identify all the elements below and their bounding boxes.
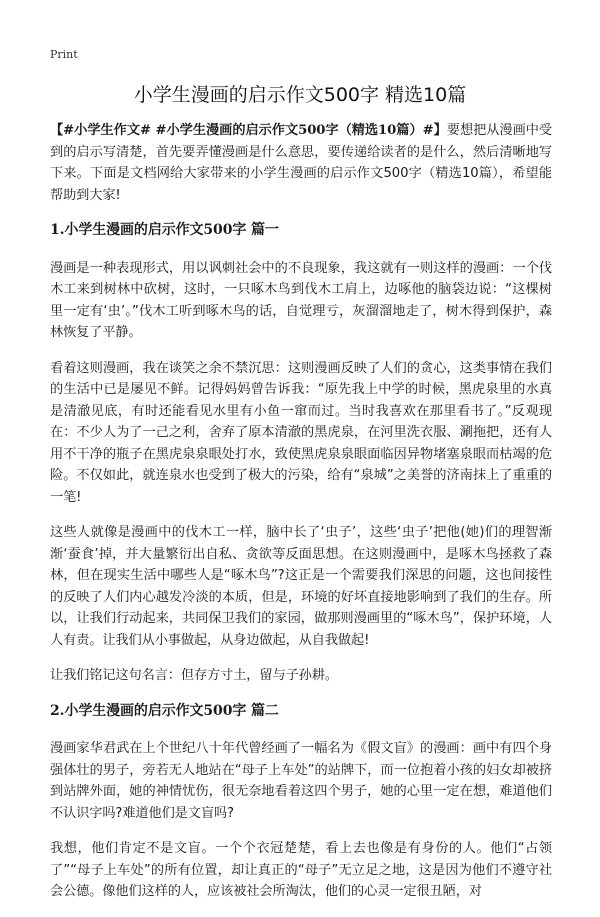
article-paragraph: 看着这则漫画，我在谈笑之余不禁沉思：这则漫画反映了人们的贪心，这类事情在我们的生活中已是屡见不鲜。记得妈妈曾告诉我：“原先我上中学的时候，黑虎泉里的水真是清澈见底，有时还能看见水里有小鱼一窜而过。当时我喜欢在那里看书了。”反观现在：不少人为了一己之利，舍弃了原本清澈的黑虎泉，在河里洗衣服、涮拖把，还有人用不干净的瓶子在黑虎泉泉眼处打水，致使黑虎泉泉眼面临因异物堵塞泉眼而枯竭的危险。不仅如此，就连泉水也受到了极大的污染，给有“泉城”之美誉的济南抹上了重重的一笔! (50, 360, 552, 505)
intro-tag: 【#小学生作文# #小学生漫画的启示作文500字（精选10篇）#】 (50, 123, 447, 138)
intro-paragraph (50, 120, 552, 206)
page-title: 小学生漫画的启示作文500字 精选10篇 (133, 84, 467, 106)
article-paragraph: 漫画是一种表现形式，用以讽刺社会中的不良现象，我这就有一则这样的漫画：一个伐木工来到树林中砍树，这时，一只啄木鸟到伐木工肩上，边啄他的脑袋边说：“这棵树里一定有‘虫’。”伐木工听到啄木鸟的话，自觉理亏，灰溜溜地走了，树木得到保护，森林恢复了平静。 (50, 260, 552, 340)
article-paragraph: 我想，他们肯定不是文盲。一个个衣冠楚楚，看上去也像是有身份的人。他们“占领了”“母子上车处”的所有位置，却让真正的“母子”无立足之地，这是因为他们不遵守社会公德。像他们这样的人，应该被社会所淘汰，他们的心灵一定很丑陋，对 (50, 841, 552, 899)
section-heading: 2.小学生漫画的启示作文500字 篇二 (50, 702, 279, 719)
print-link[interactable]: Print (50, 48, 78, 61)
article-paragraph: 漫画家华君武在上个世纪八十年代曾经画了一幅名为《假文盲》的漫画：画中有四个身强体壮的男子，旁若无人地站在“母子上车处”的站牌下，而一位抱着小孩的妇女却被挤到站牌外面，她的神情忧伤，很无奈地看着这四个男子，她的心里一定在想，难道他们不认识字吗?难道他们是文盲吗? (50, 741, 552, 821)
article-paragraph: 这些人就像是漫画中的伐木工一样，脑中长了‘虫子’，这些‘虫子’把他(她)们的理智渐渐‘蚕食’掉，并大量繁衍出自私、贪欲等反面思想。在这则漫画中，是啄木鸟拯救了森林，但在现实生活中哪些人是“啄木鸟”?这正是一个需要我们深思的问题，这也间接性的反映了人们内心越发冷淡的本质，但是，环境的好坏直接地影响到了我们的生存。所以，让我们行动起来，共同保卫我们的家园，做那则漫画里的“啄木鸟”，保护环境，人人有责。让我们从小事做起，从身边做起，从自我做起! (50, 525, 552, 648)
article-body (50, 120, 552, 917)
intro-text: 要想把从漫画中受到的启示写清楚，首先要弄懂漫画是什么意思，要传递给读者的是什么，然后清晰地写下来。下面是文档网给大家带来的小学生漫画的启示作文500字（精选10篇），希望能帮助到大家! (50, 123, 553, 203)
section-heading: 1.小学生漫画的启示作文500字 篇一 (50, 222, 279, 238)
article-paragraph: 让我们铭记这句名言：但存方寸土，留与子孙耕。 (50, 668, 338, 683)
